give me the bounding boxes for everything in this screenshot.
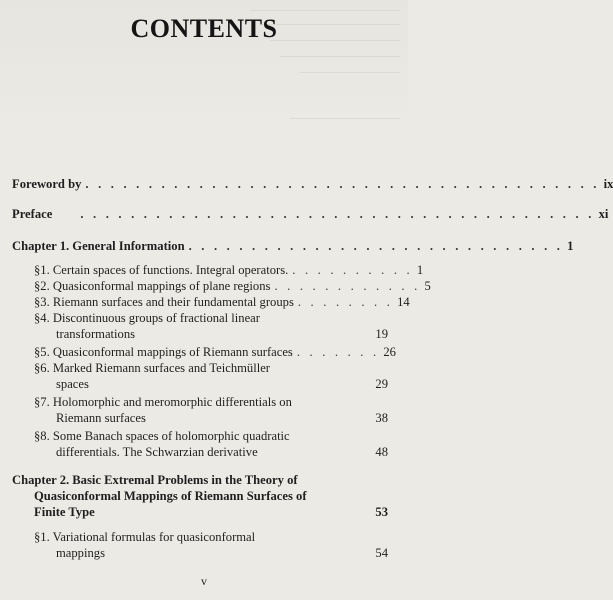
leader-dots: . . . . . . . . [297,295,394,309]
section-title-line-1: §6. Marked Riemann surfaces and Teichmüller [34,361,270,375]
page-number: 53 [375,505,388,519]
section-title: §1. Certain spaces of functions. Integral operators. [34,263,289,277]
section-title-line-2: mappings [56,546,105,560]
section-title: §2. Quasiconformal mappings of plane regions [34,279,271,293]
toc-section-1-5[interactable] [34,345,396,360]
section-title-line-2: transformations [56,327,136,341]
leader-dots: . . . . . . . . . . . . . . . . . . . . . . . . . . . . . . . . . . . . . . . . . [80,207,595,221]
page-number: 26 [383,345,396,359]
section-title-line-2: differentials. The Schwarzian derivative [56,445,258,459]
page-number: 14 [397,295,410,309]
page-footer-number: v [201,574,207,588]
leader-dots: . . . . . . . [296,345,380,359]
page-number: 54 [375,546,388,560]
leader-dots: . . . . . . . . . . [292,263,413,277]
page-number: 38 [375,411,388,425]
entry-label: Preface [12,207,53,221]
toc-entry-preface[interactable] [12,207,609,222]
toc-entry-chapter-2[interactable] [12,473,298,488]
toc-section-1-8[interactable] [34,429,290,444]
toc-section-1-6[interactable] [34,361,270,376]
page-number: 1 [416,263,424,277]
page-number: 19 [375,327,388,341]
section-title-line-2: Riemann surfaces [56,411,146,425]
section-title-line-1: §7. Holomorphic and meromorphic differentials on [34,395,292,409]
page-number: ix [603,177,613,191]
page-number: xi [598,207,609,221]
section-title-line-1: §8. Some Banach spaces of holomorphic quadratic [34,429,290,443]
section-title: §5. Quasiconformal mappings of Riemann surfaces [34,345,293,359]
toc-section-1-4[interactable] [34,311,260,326]
toc-section-1-1[interactable] [34,263,424,278]
chapter-heading-line-1: Chapter 2. Basic Extremal Problems in the Theory of [12,473,298,487]
chapter-heading-line-2: Quasiconformal Mappings of Riemann Surfaces of [34,489,307,503]
leader-dots: . . . . . . . . . . . . [274,279,421,293]
entry-label: Foreword by [12,177,82,191]
toc-section-2-1[interactable] [34,530,255,545]
section-title-line-2: spaces [56,377,89,391]
toc-section-1-7[interactable] [34,395,292,410]
section-title-line-1: §4. Discontinuous groups of fractional linear [34,311,260,325]
toc-section-1-2[interactable] [34,279,431,294]
leader-dots: . . . . . . . . . . . . . . . . . . . . . . . . . . . . . . . . . . . . . . . . . [85,177,600,191]
page-number: 29 [375,377,388,391]
page-number: 48 [375,445,388,459]
section-title: §3. Riemann surfaces and their fundamental groups [34,295,294,309]
chapter-heading-line-3: Finite Type [34,505,95,519]
page-number: 1 [567,239,574,253]
section-title-line-1: §1. Variational formulas for quasiconformal [34,530,256,544]
leader-dots: . . . . . . . . . . . . . . . . . . . . . . . . . . . . . . [188,239,564,253]
page-number: 5 [424,279,431,293]
toc-section-1-3[interactable] [34,295,410,310]
toc-entry-foreword[interactable] [12,177,613,192]
page-title: CONTENTS [130,14,278,43]
toc-entry-chapter-1[interactable] [12,239,574,254]
chapter-heading: Chapter 1. General Information [12,239,185,253]
